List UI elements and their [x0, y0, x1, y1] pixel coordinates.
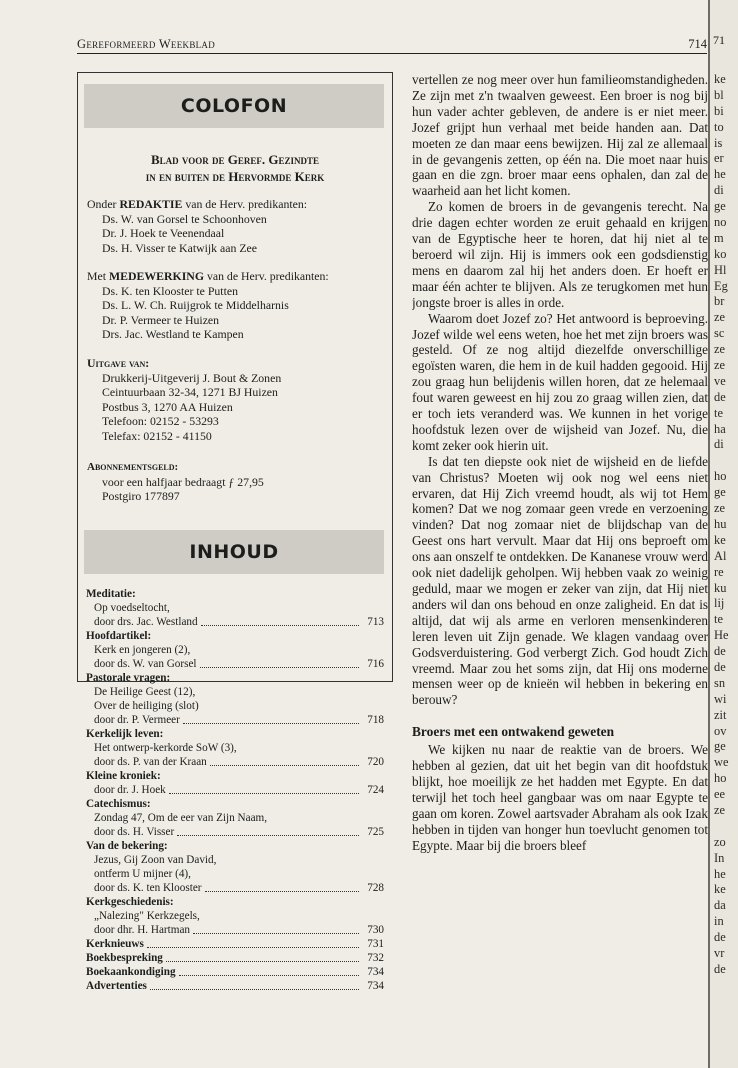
- toc-text: door dr. J. Hoek: [94, 784, 166, 796]
- edge-fragment: he: [714, 866, 726, 881]
- masthead-line-1: Blad voor de Geref. Gezindte: [151, 152, 319, 167]
- toc-text: ontferm U mijner (4),: [94, 868, 191, 880]
- toc-text: Over de heiliging (slot): [94, 700, 199, 712]
- medewerking-intro: Met MEDEWERKING van de Herv. predikanten:: [87, 269, 329, 283]
- toc-entry: [82, 937, 388, 951]
- edge-fragment: de: [714, 644, 726, 659]
- toc-entry: [82, 965, 388, 979]
- toc-text: door ds. H. Visser: [94, 826, 175, 838]
- toc-entry: [82, 713, 388, 727]
- toc-text: Catechismus:: [86, 798, 151, 810]
- edge-fragment: [714, 819, 738, 835]
- toc-line: [82, 601, 388, 615]
- edge-fragment: lij: [714, 596, 725, 611]
- toc-line: [82, 741, 388, 755]
- edge-fragment: In: [714, 850, 725, 865]
- uitgave-line: Ceintuurbaan 32-34, 1271 BJ Huizen: [102, 385, 278, 399]
- toc-text: door ds. K. ten Klooster: [94, 882, 202, 894]
- edge-fragment: ov: [714, 723, 727, 738]
- edge-fragment: ho: [714, 771, 727, 786]
- toc-text: Van de bekering:: [86, 840, 168, 852]
- medewerking-section: [87, 269, 387, 342]
- edge-fragment: He: [714, 628, 729, 643]
- toc-category: [82, 727, 388, 741]
- abonnement-line: voor een halfjaar bedraagt ƒ 27,95: [102, 474, 264, 489]
- edge-fragment: Al: [714, 548, 727, 563]
- toc-text: Hoofdartikel:: [86, 630, 152, 642]
- toc-category: [82, 671, 388, 685]
- toc-entry: [82, 615, 388, 629]
- edge-fragment: zo: [714, 834, 726, 849]
- toc-text: „Nalezing" Kerkzegels,: [94, 910, 200, 922]
- inhoud-banner: [84, 530, 384, 574]
- abonnement-line: Postgiro 177897: [102, 489, 180, 503]
- toc-text: Het ontwerp-kerkorde SoW (3),: [94, 742, 237, 754]
- edge-fragment: re: [714, 564, 724, 579]
- toc-text: Kleine kroniek:: [86, 770, 161, 782]
- toc-category: [82, 587, 388, 601]
- masthead-line-2: in en buiten de Hervormde Kerk: [145, 169, 325, 184]
- toc-leader: [169, 793, 359, 794]
- edge-fragment: ge: [714, 739, 726, 754]
- edge-fragment: de: [714, 930, 726, 945]
- article-paragraph: Zo komen de broers in de gevangenis terecht. Na drie dagen echter worden ze eruit gehaald en krijgen van de Egyptische heer te horen, dat hij niet al te beroerd wil zijn. Hij is immers ook een godsdienstig mens en daarom zal hij het anders doen. Er hoeft er maar één achter te blijven. Als ze terugkomen met hun jongste broer is alles in orde.: [412, 199, 708, 310]
- edge-fragment: ze: [714, 342, 725, 357]
- edge-fragment: is: [714, 135, 723, 150]
- toc-entry: [82, 755, 388, 769]
- medewerking-member: Drs. Jac. Westland te Kampen: [102, 327, 244, 341]
- colofon-banner: [84, 84, 384, 128]
- medewerking-member: Dr. P. Vermeer te Huizen: [102, 312, 220, 327]
- edge-fragment: in: [714, 914, 724, 929]
- toc-category: [82, 895, 388, 909]
- article-paragraph: vertellen ze nog meer over hun familieomstandigheden. Ze zijn met z'n twaalven geweest. Een broer is nog bij hun vader achter gebleven, de andere is er niet meer. Jozef grijpt hun verhaal met beide handen aan. Dat moeten ze dan maar eens bewijzen. Hij zal ze allemaal in de gevangenis zetten, op één na. Die moet naar huis gaan en die zgn. broer maar eens ophalen, dan zal de waarheid aan het licht komen.: [412, 72, 708, 199]
- toc-entry: [82, 881, 388, 895]
- edge-fragment: ha: [714, 421, 726, 436]
- medewerking-member: Ds. K. ten Klooster te Putten: [102, 283, 238, 298]
- next-page-edge: [708, 0, 738, 1068]
- toc-text: door dhr. H. Hartman: [94, 924, 191, 936]
- edge-fragment: ko: [714, 246, 727, 261]
- page-number: 714: [688, 37, 707, 51]
- article-paragraph: We kijken nu naar de reaktie van de broers. We hebben al gezien, dat uit het begin van dit hoofdstuk blijkt, hoe moeilijk ze het hadden met Egypte. En dat terwijl het toch heel gangbaar was om naar Egypte te gaan om koren. Zowel aartsvader Abraham als ook Izak hebben in tijden van honger hun toevlucht genomen tot Egypte. Maar bij die broers bleef: [412, 742, 708, 853]
- toc-leader: [201, 625, 359, 626]
- edge-fragment: Hl: [714, 262, 727, 277]
- edge-fragment: ke: [714, 882, 726, 897]
- toc-leader: [177, 835, 359, 836]
- running-head: [77, 37, 707, 54]
- edge-fragment: ke: [714, 532, 726, 547]
- toc-category: [82, 769, 388, 783]
- toc-line: [82, 811, 388, 825]
- toc-entry: [82, 951, 388, 965]
- edge-fragment: zit: [714, 707, 727, 722]
- toc-line: [82, 867, 388, 881]
- toc-line: [82, 909, 388, 923]
- edge-fragment: sc: [714, 326, 725, 341]
- toc-line: [82, 699, 388, 713]
- edge-fragment: ge: [714, 485, 726, 500]
- edge-fragment: di: [714, 183, 724, 198]
- edge-fragment: ku: [714, 580, 727, 595]
- toc-leader: [166, 961, 359, 962]
- toc-line: [82, 853, 388, 867]
- toc-page-number: 734: [367, 980, 384, 992]
- toc-text: Zondag 47, Om de eer van Zijn Naam,: [94, 812, 268, 824]
- toc-entry: [82, 783, 388, 797]
- edge-fragment: te: [714, 612, 723, 627]
- edge-fragment: he: [714, 167, 726, 182]
- toc-text: Pastorale vragen:: [86, 672, 171, 684]
- toc-category: [82, 797, 388, 811]
- toc-page-number: 713: [367, 616, 384, 628]
- toc-page-number: 730: [367, 924, 384, 936]
- toc-text: Meditatie:: [86, 588, 136, 600]
- toc-text: Kerknieuws: [86, 938, 144, 950]
- uitgave-line: Postbus 3, 1270 AA Huizen: [102, 399, 233, 414]
- abonnement-section: [87, 460, 387, 504]
- redactie-member: Ds. W. van Gorsel te Schoonhoven: [102, 211, 267, 226]
- toc-page-number: 732: [367, 952, 384, 964]
- edge-fragment: we: [714, 755, 729, 770]
- toc-text: De Heilige Geest (12),: [94, 686, 196, 698]
- journal-title: Gereformeerd Weekblad: [77, 37, 216, 51]
- edge-fragment: da: [714, 898, 726, 913]
- colofon-box: [77, 72, 393, 992]
- toc-text: Jezus, Gij Zoon van David,: [94, 854, 217, 866]
- edge-fragment: bi: [714, 103, 724, 118]
- toc-text: door drs. Jac. Westland: [94, 616, 198, 628]
- edge-fragment: sn: [714, 675, 726, 690]
- toc-entry: [82, 657, 388, 671]
- toc-text: Kerk en jongeren (2),: [94, 644, 191, 656]
- toc-leader: [200, 667, 359, 668]
- uitgave-section: [87, 356, 387, 443]
- redactie-section: [87, 197, 387, 255]
- toc-page-number: 734: [367, 966, 384, 978]
- edge-fragment: de: [714, 659, 726, 674]
- uitgave-line: Drukkerij-Uitgeverij J. Bout & Zonen: [102, 370, 282, 385]
- article-column: [412, 72, 708, 854]
- toc-leader: [147, 947, 359, 948]
- edge-fragment: [714, 453, 738, 469]
- toc-entry: [82, 923, 388, 937]
- edge-fragment: ze: [714, 802, 725, 817]
- toc-page-number: 716: [367, 658, 384, 670]
- edge-fragment: to: [714, 119, 724, 134]
- toc-page-number: 724: [367, 784, 384, 796]
- edge-fragment: ve: [714, 373, 726, 388]
- edge-fragment: di: [714, 437, 724, 452]
- article-paragraph: Is dat ten diepste ook niet de wijsheid en de liefde van Christus? Moeten wij ook nog wel eens niet ervaren, dat Hij Zich vreemd houdt, als wij tot Hem komen? Dat we nog zomaar geen vrede en verzoening vinden? Dat nog zomaar niet de blijdschap van de Geest ons hart vervult. Maar dat Hij ons beproeft om ons aan onszelf te ontdekken. De Kananese vrouw werd ook niet dadelijk geholpen. Wij hebben vaak zo weinig geduld, maar we mogen er zeker van zijn, dat Hij niet anders wil dan ons behoud en onze zaligheid. En dat is altijd, dat wij als arme en verloren mensenkinderen leren leven uit Zijn genade. We klagen vandaag over Godsverduistering. God verbergt Zich. God houdt Zich vreemd. Maar zou het soms zijn, dat Hij ons moderne mensen weer op de knieën wil hebben in bekering en berouw?: [412, 453, 708, 708]
- edge-fragment: ze: [714, 501, 725, 516]
- toc-entry: [82, 979, 388, 993]
- article-subheading: Broers met een ontwakend geweten: [412, 724, 615, 740]
- toc-text: door ds. P. van der Kraan: [94, 756, 207, 768]
- toc-text: Boekbespreking: [86, 952, 163, 964]
- redactie-intro: Onder REDAKTIE van de Herv. predikanten:: [87, 197, 308, 211]
- redactie-member: Ds. H. Visser te Katwijk aan Zee: [102, 240, 258, 255]
- edge-fragment: m: [714, 230, 724, 245]
- medewerking-member: Ds. L. W. Ch. Ruijgrok te Middelharnis: [102, 298, 289, 312]
- uitgave-label: Uitgave van:: [87, 356, 150, 370]
- abonnement-label: Abonnementsgeld:: [87, 461, 179, 473]
- article-paragraph: Waarom doet Jozef zo? Het antwoord is beproeving. Jozef wilde wel eens weten, hoe het met zijn broers was gesteld. Of ze nog altijd diezelfde onverschillige egoïsten waren, die hem in de kuil hadden gegooid. Hij zou graag hun belijdenis willen horen, dat ze helemaal fout waren geweest en hij zou zo graag willen zien, dat er toch iets veranderd was. We kunnen in het vorige hoofdstuk lezen over de wijsheid van Jozef. Nu, die komt zeker ook hierin uit.: [412, 310, 708, 453]
- toc-text: door ds. W. van Gorsel: [94, 658, 197, 670]
- edge-fragment: br: [714, 294, 725, 309]
- toc-page-number: 728: [367, 882, 384, 894]
- edge-fragment: er: [714, 151, 724, 166]
- toc-category: [82, 629, 388, 643]
- toc-line: [82, 685, 388, 699]
- edge-fragment: ho: [714, 469, 727, 484]
- edge-fragment: vr: [714, 945, 725, 960]
- colofon-heading: COLOFON: [180, 95, 288, 117]
- toc-entry: [82, 825, 388, 839]
- edge-fragment: Eg: [714, 278, 728, 293]
- toc-page-number: 720: [367, 756, 384, 768]
- edge-fragment: ee: [714, 787, 725, 802]
- toc-page-number: 731: [367, 938, 384, 950]
- toc-line: [82, 643, 388, 657]
- toc-page-number: 725: [367, 826, 384, 838]
- next-page-number: 71: [713, 33, 725, 47]
- edge-fragment: ze: [714, 310, 725, 325]
- redactie-member: Dr. J. Hoek te Veenendaal: [102, 226, 225, 240]
- toc-leader: [210, 765, 359, 766]
- toc-text: Boekaankondiging: [86, 966, 176, 978]
- toc-leader: [183, 723, 359, 724]
- toc-leader: [179, 975, 359, 976]
- edge-fragment: ze: [714, 358, 725, 373]
- edge-fragment: hu: [714, 516, 727, 531]
- edge-fragment: bl: [714, 87, 724, 102]
- uitgave-line: Telefax: 02152 - 41150: [102, 428, 212, 443]
- table-of-contents: [82, 587, 388, 993]
- edge-fragment: ke: [714, 72, 726, 86]
- toc-leader: [193, 933, 359, 934]
- toc-leader: [150, 989, 359, 990]
- next-page-text-fragments: [714, 72, 738, 978]
- edge-fragment: no: [714, 215, 727, 230]
- toc-text: door dr. P. Vermeer: [94, 714, 180, 726]
- edge-fragment: te: [714, 405, 723, 420]
- inhoud-heading: INHOUD: [189, 541, 279, 563]
- toc-text: Advertenties: [86, 980, 147, 992]
- toc-text: Kerkelijk leven:: [86, 728, 164, 740]
- toc-page-number: 718: [367, 714, 384, 726]
- toc-text: Kerkgeschiedenis:: [86, 896, 174, 908]
- masthead-subtitle: [78, 151, 392, 185]
- toc-text: Op voedseltocht,: [94, 602, 170, 614]
- edge-fragment: de: [714, 961, 726, 976]
- edge-fragment: ge: [714, 199, 726, 214]
- uitgave-line: Telefoon: 02152 - 53293: [102, 414, 219, 428]
- toc-category: [82, 839, 388, 853]
- edge-fragment: wi: [714, 691, 727, 706]
- edge-fragment: de: [714, 389, 726, 404]
- toc-leader: [205, 891, 359, 892]
